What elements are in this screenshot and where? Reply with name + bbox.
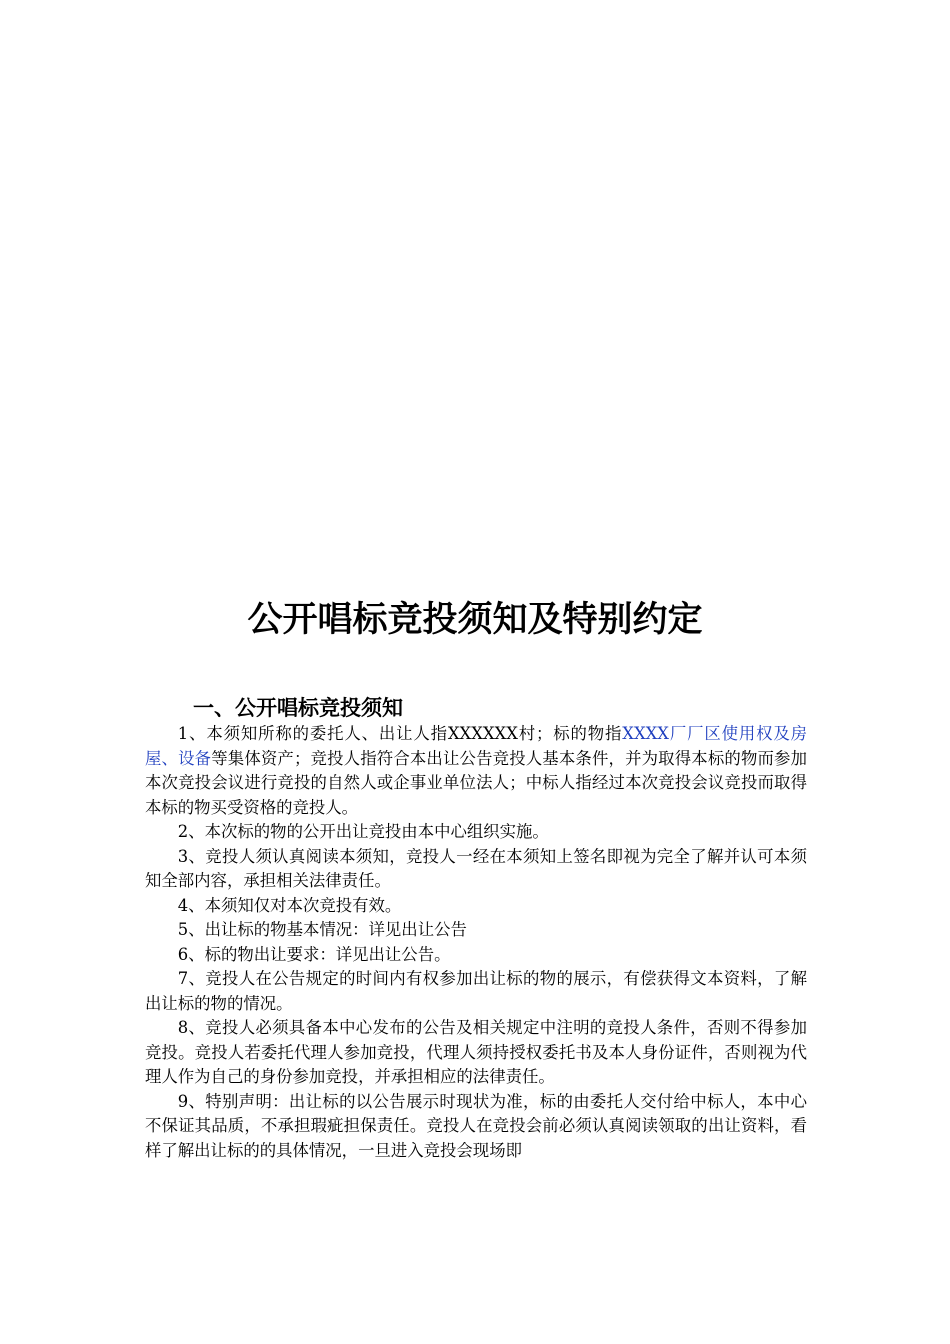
document-title: 公开唱标竞投须知及特别约定 [247,600,703,640]
section-heading: 一、公开唱标竞投须知 [193,696,403,720]
paragraph-2: 2、本次标的物的公开出让竞投由本中心组织实施。 [177,822,549,841]
paragraph-1-highlight: XXXX厂厂区使用权及房屋、设备 [145,724,807,768]
paragraph-8: 8、竞投人必须具备本中心发布的公告及相关规定中注明的竞投人条件，否则不得参加竞投。竞投人若委托代理人参加竞投，代理人须持授权委托书及本人身份证件，否则视为代理人作为自己的身份参加竞投，并承担相应的法律责任。 [145,1018,807,1086]
paragraph-1-text-after: 等集体资产；竞投人指符合本出让公告竞投人基本条件，并为取得本标的物而参加本次竞投会议进行竞投的自然人或企事业单位法人；中标人指经过本次竞投会议竞投而取得本标的物买受资格的竞投人。 [145,748,808,817]
paragraph-9: 9、特别声明：出让标的以公告展示时现状为准，标的由委托人交付给中标人，本中心不保证其品质，不承担瑕疵担保责任。竞投人在竞投会前必须认真阅读领取的出让资料，看样了解出让标的的具体情况，一旦进入竞投会现场即 [145,1091,807,1160]
paragraph-1-text-before: 1、本须知所称的委托人、出让人指XXXXXX村；标的物指 [177,724,623,743]
paragraph-5: 5、出让标的物基本情况：详见出让公告 [177,920,467,939]
paragraph-1 [145,722,807,820]
paragraph-3: 3、竞投人须认真阅读本须知，竞投人一经在本须知上签名即视为完全了解并认可本须知全部内容，承担相关法律责任。 [145,846,807,890]
document-body [145,722,807,1163]
paragraph-7: 7、竞投人在公告规定的时间内有权参加出让标的物的展示，有偿获得文本资料，了解出让标的物的情况。 [145,969,807,1013]
paragraph-6: 6、标的物出让要求：详见出让公告。 [177,944,451,964]
paragraph-4: 4、本须知仅对本次竞投有效。 [177,895,402,915]
